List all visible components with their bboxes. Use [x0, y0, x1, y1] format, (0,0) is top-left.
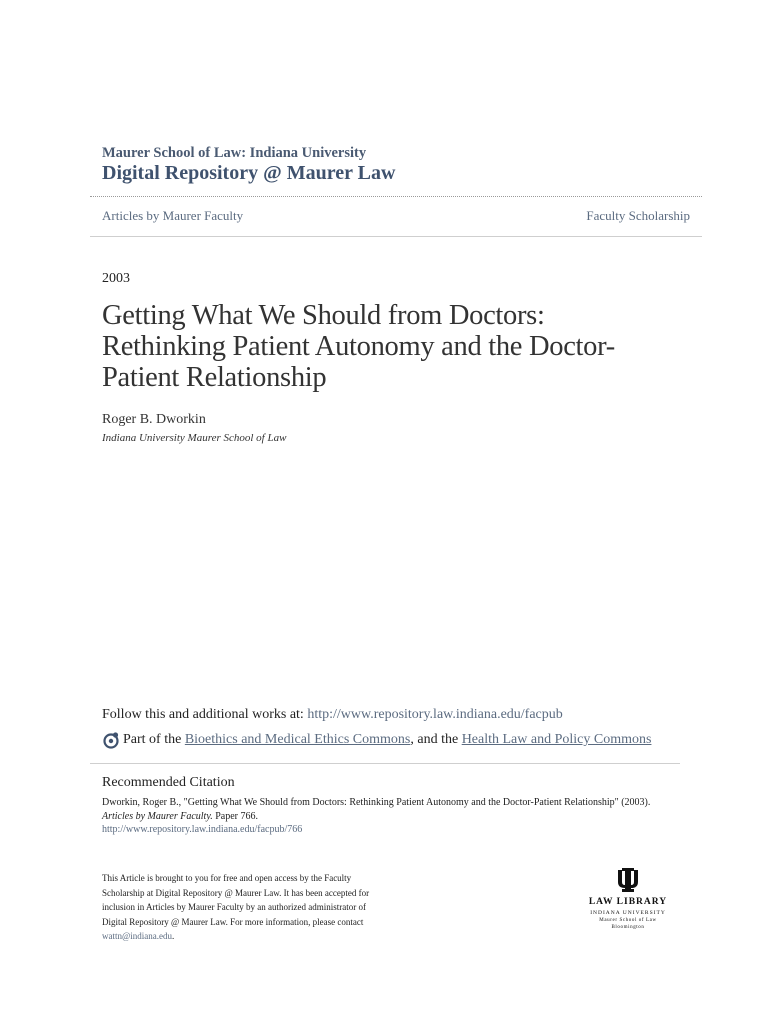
health-law-commons-link[interactable]: Health Law and Policy Commons [461, 732, 652, 747]
citation-url-link[interactable]: http://www.repository.law.indiana.edu/facpub/766 [102, 824, 303, 835]
commons-network-icon [102, 731, 120, 749]
follow-line [102, 707, 563, 723]
breadcrumb-collection-link[interactable]: Articles by Maurer Faculty [102, 208, 244, 223]
school-name: Maurer School of Law: Indiana University [102, 145, 367, 161]
nav-divider [90, 236, 702, 237]
notice-line-3: inclusion in Articles by Maurer Faculty by an authorized administrator of [102, 902, 366, 912]
contact-email-link[interactable]: wattn@indiana.edu [102, 931, 173, 941]
commons-line [102, 731, 651, 749]
author-affiliation: Indiana University Maurer School of Law [102, 432, 287, 444]
publication-year: 2003 [102, 271, 130, 286]
article-title-line-3: Patient Relationship [102, 362, 327, 393]
follow-prefix: Follow this and additional works at: [102, 707, 308, 722]
breadcrumb-scholarship-link[interactable]: Faculty Scholarship [586, 208, 690, 223]
notice-line-2: Scholarship at Digital Repository @ Maurer Law. It has been accepted for [102, 887, 370, 898]
citation-divider [90, 763, 680, 764]
citation-paper: Paper 766. [212, 811, 258, 822]
commons-prefix: Part of the [123, 732, 182, 747]
logo-line-1: LAW LIBRARY [588, 897, 668, 907]
commons-middle: , and the [410, 732, 459, 747]
trident-icon [617, 868, 639, 892]
access-notice [102, 871, 402, 944]
article-title-line-2: Rethinking Patient Autonomy and the Doctor- [102, 331, 615, 362]
header-divider [90, 196, 702, 197]
citation-main: Dworkin, Roger B., "Getting What We Should from Doctors: Rethinking Patient Autonomy and the Doctor-Patient Relationship" (2003). [102, 797, 651, 808]
citation-text [102, 796, 672, 824]
logo-line-2: INDIANA UNIVERSITY [590, 910, 666, 916]
notice-line-5 [102, 929, 402, 944]
article-title [102, 300, 662, 393]
citation-source: Articles by Maurer Faculty. [102, 811, 213, 822]
bioethics-commons-link[interactable]: Bioethics and Medical Ethics Commons [184, 732, 411, 747]
notice-end: . [172, 931, 175, 941]
article-title-line-1: Getting What We Should from Doctors: [102, 300, 545, 331]
law-library-logo [582, 868, 674, 930]
citation-heading: Recommended Citation [102, 775, 235, 790]
logo-line-4: Bloomington [611, 925, 645, 930]
logo-line-3: Maurer School of Law [599, 918, 657, 923]
author-name: Roger B. Dworkin [102, 412, 206, 427]
notice-line-4: Digital Repository @ Maurer Law. For more information, please contact [102, 916, 364, 927]
notice-line-1: This Article is brought to you for free and open access by the Faculty [102, 873, 352, 883]
follow-link[interactable]: http://www.repository.law.indiana.edu/facpub [307, 707, 563, 722]
repository-title[interactable]: Digital Repository @ Maurer Law [102, 162, 396, 184]
